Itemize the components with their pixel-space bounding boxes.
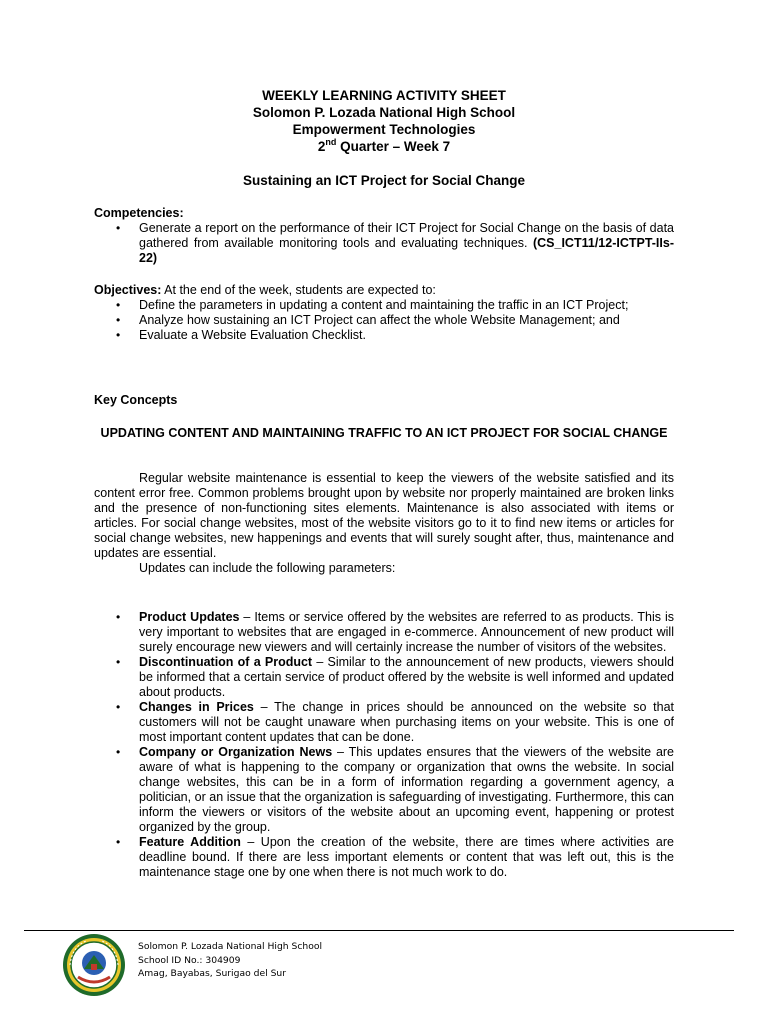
objective-item: • Define the parameters in updating a content and maintaining the traffic in an ICT Project; [116,298,629,312]
competencies-heading: Competencies: [94,206,184,220]
footer-school-id: School ID No.: 304909 [138,954,241,966]
competencies-section [94,206,674,266]
objectives-intro: Objectives: At the end of the week, students are expected to: [94,283,436,297]
parameter-item: • Company or Organization News – This updates ensures that the viewers of the website are aware of what is happening to the company or organization that owns the website. In social change websites, this can be in a form of information regarding a government agency, a politician, or an issue that the organization is safeguarding of investigating. Furthermore, this can inform the viewers or visitors of the website about an upcoming event, happening or protest organized by the group. [116,745,675,834]
key-concepts-body [94,471,674,576]
parameter-item: • Product Updates – Items or service offered by the websites are referred to as products. This is very important to websites that are engaged in e-commerce. Announcement of new product will surely encourage new viewers and will certainly increase the number of visitors of the websites. [116,610,674,654]
bullet-icon: • [116,655,121,669]
quarter-week: 2nd Quarter – Week 7 [317,137,451,154]
section-title: UPDATING CONTENT AND MAINTAINING TRAFFIC TO AN ICT PROJECT FOR SOCIAL CHANGE [100,426,668,440]
footer-info [138,940,322,981]
subject-name: Empowerment Technologies [292,122,476,137]
bullet-icon: • [116,610,121,624]
school-seal-icon [62,933,126,997]
parameter-item: • Changes in Prices – The change in prices should be announced on the website so that customers will not be caught unaware when purchasing items on your website. This is one of most important content updates that can be done. [116,700,674,744]
footer-address: Amag, Bayabas, Surigao del Sur [138,968,287,979]
objective-item: • Analyze how sustaining an ICT Project can affect the whole Website Management; and [116,313,620,327]
bullet-icon: • [116,328,121,342]
updates-intro: Updates can include the following parameters: [139,561,396,575]
bullet-icon: • [116,298,121,312]
bullet-icon: • [116,221,121,235]
competency-item: • Generate a report on the performance of their ICT Project for Social Change on the basis of data gathered from available monitoring tools and evaluating techniques. (CS_ICT11/12-ICTPT-IIs-22) [116,221,674,265]
key-concepts-heading: Key Concepts [94,393,178,407]
objective-item: • Evaluate a Website Evaluation Checklist. [116,328,366,342]
footer-school: Solomon P. Lozada National High School [138,941,323,952]
parameter-item: • Feature Addition – Upon the creation of the website, there are times where activities are deadline bound. If there are less important elements or content that was left out, this is the maintenance stage one by one when there is not much work to do. [116,835,674,879]
sheet-title: WEEKLY LEARNING ACTIVITY SHEET [262,88,506,103]
parameters-list [94,610,674,880]
topic-title: Sustaining an ICT Project for Social Change [242,173,526,188]
bullet-icon: • [116,313,121,327]
parameter-item: • Discontinuation of a Product – Similar to the announcement of new products, viewers should be informed that a certain service of product offered by the website is well informed and updated about products. [116,655,674,699]
school-name: Solomon P. Lozada National High School [252,105,516,120]
competency-code: (CS_ICT11/12-ICTPT-IIs-22) [139,236,674,265]
objectives-section [94,283,674,343]
intro-paragraph: Regular website maintenance is essential to keep the viewers of the website satisfied and its content error free. Common problems brought upon by website nor properly maintained are broken links and the presence of non-functioning sites elements. Maintenance is also associated with items or articles. For social change websites, most of the website visitors go to it to find new items or articles for social change websites, new happenings and events that will surely sought after, thus, maintenance and updates are essential. [94,471,674,560]
bullet-icon: • [116,835,121,849]
bullet-icon: • [116,700,121,714]
bullet-icon: • [116,745,121,759]
footer-divider [24,930,734,931]
